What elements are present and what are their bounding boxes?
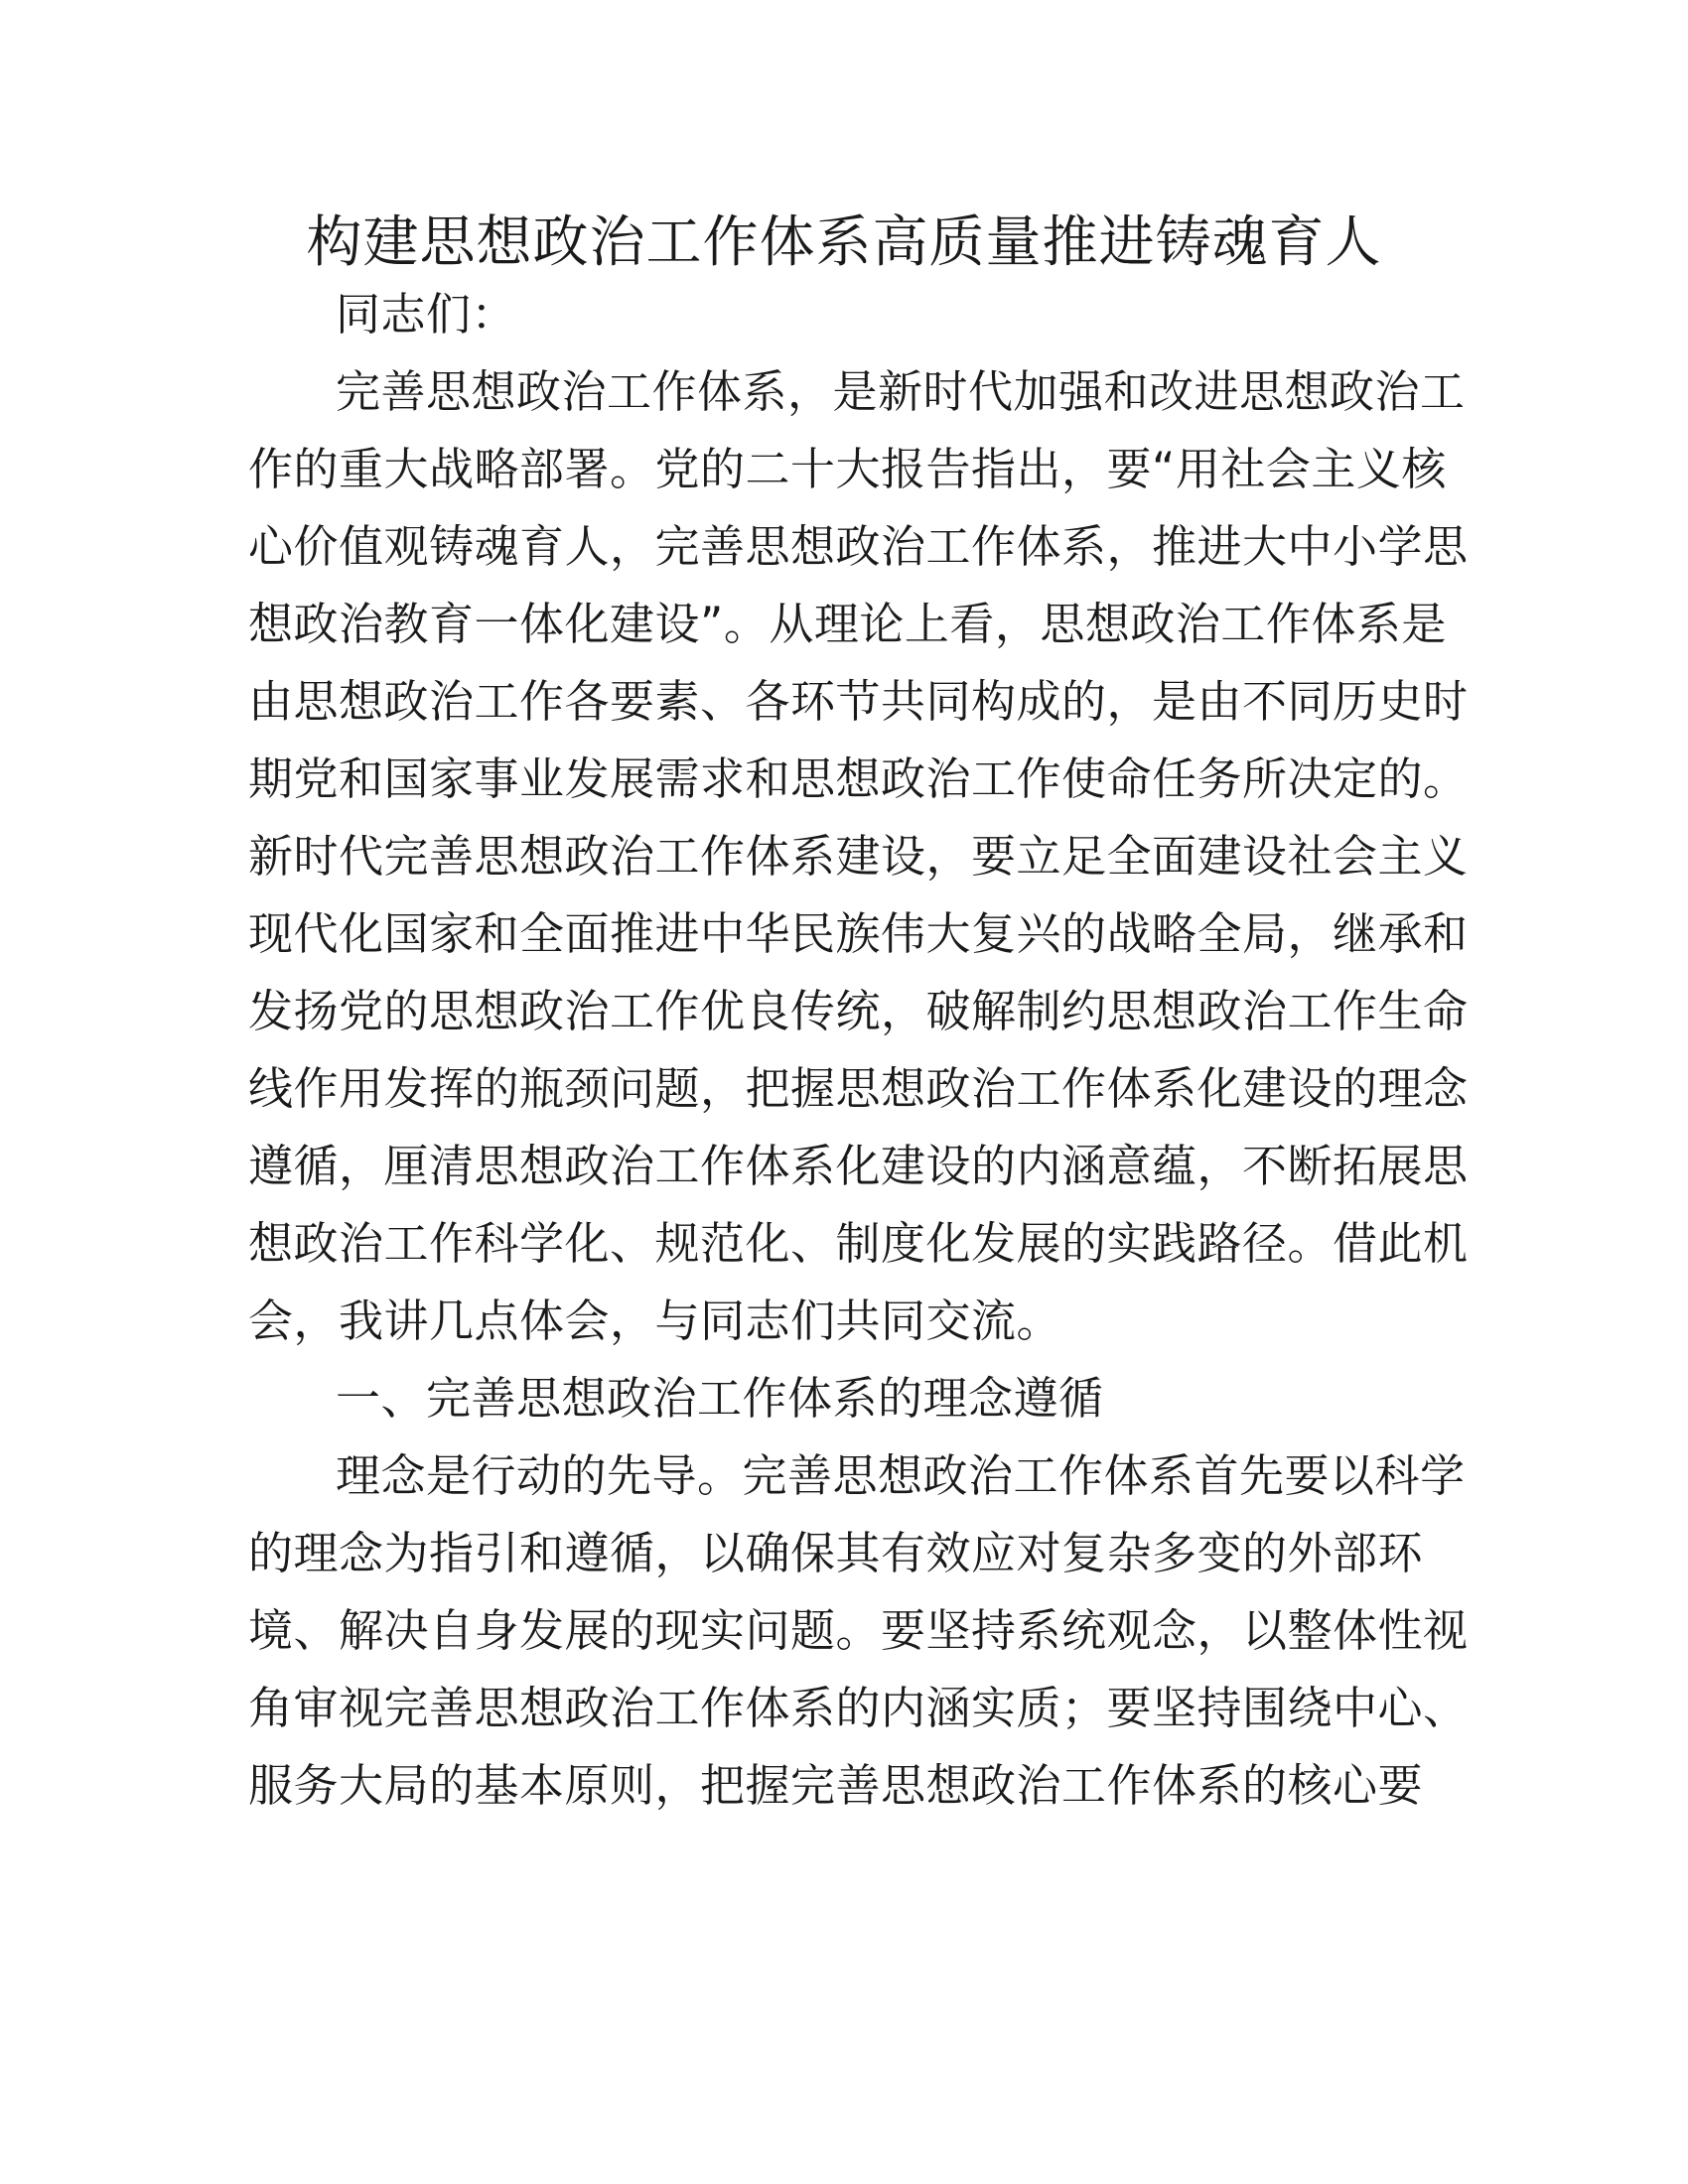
paragraph-line: 理念是行动的先导。完善思想政治工作体系首先要以科学 <box>336 1449 1466 1502</box>
paragraph-line: 由思想政治工作各要素、各环节共同构成的，是由不同历史时 <box>248 675 1469 728</box>
paragraph-1 <box>248 353 1469 1360</box>
paragraph-line: 心价值观铸魂育人，完善思想政治工作体系，推进大中小学思 <box>248 520 1469 573</box>
paragraph-line: 的理念为指引和遵循，以确保其有效应对复杂多变的外部环 <box>248 1527 1424 1579</box>
paragraph-line: 遵循，厘清思想政治工作体系化建设的内涵意蕴，不断拓展思 <box>248 1140 1469 1192</box>
paragraph-line: 境、解决自身发展的现实问题。要坚持系统观念，以整体性视 <box>248 1604 1469 1657</box>
paragraph-line: 线作用发挥的瓶颈问题，把握思想政治工作体系化建设的理念 <box>248 1062 1469 1115</box>
paragraph-line: 想政治工作科学化、规范化、制度化发展的实践路径。借此机 <box>248 1217 1469 1270</box>
paragraph-line: 会，我讲几点体会，与同志们共同交流。 <box>248 1295 1062 1347</box>
paragraph-line: 作的重大战略部署。党的二十大报告指出，要“用社会主义核 <box>248 443 1447 495</box>
paragraph-line: 新时代完善思想政治工作体系建设，要立足全面建设社会主义 <box>248 830 1469 883</box>
paragraph-line: 现代化国家和全面推进中华民族伟大复兴的战略全局，继承和 <box>248 907 1469 960</box>
paragraph-line: 服务大局的基本原则，把握完善思想政治工作体系的核心要 <box>248 1759 1424 1812</box>
document-body <box>248 276 1469 1825</box>
paragraph-line: 完善思想政治工作体系，是新时代加强和改进思想政治工 <box>336 365 1466 418</box>
salutation: 同志们： <box>336 288 517 341</box>
paragraph-line: 发扬党的思想政治工作优良传统，破解制约思想政治工作生命 <box>248 985 1469 1037</box>
paragraph-2 <box>248 1437 1469 1825</box>
paragraph-line: 期党和国家事业发展需求和思想政治工作使命任务所决定的。 <box>248 752 1469 805</box>
paragraph-line: 想政治教育一体化建设”。从理论上看，思想政治工作体系是 <box>248 598 1447 650</box>
paragraph-line: 角审视完善思想政治工作体系的内涵实质；要坚持围绕中心、 <box>248 1682 1469 1734</box>
document-title: 构建思想政治工作体系高质量推进铸魂育人 <box>306 210 1382 275</box>
section-heading: 一、完善思想政治工作体系的理念遵循 <box>336 1372 1104 1425</box>
